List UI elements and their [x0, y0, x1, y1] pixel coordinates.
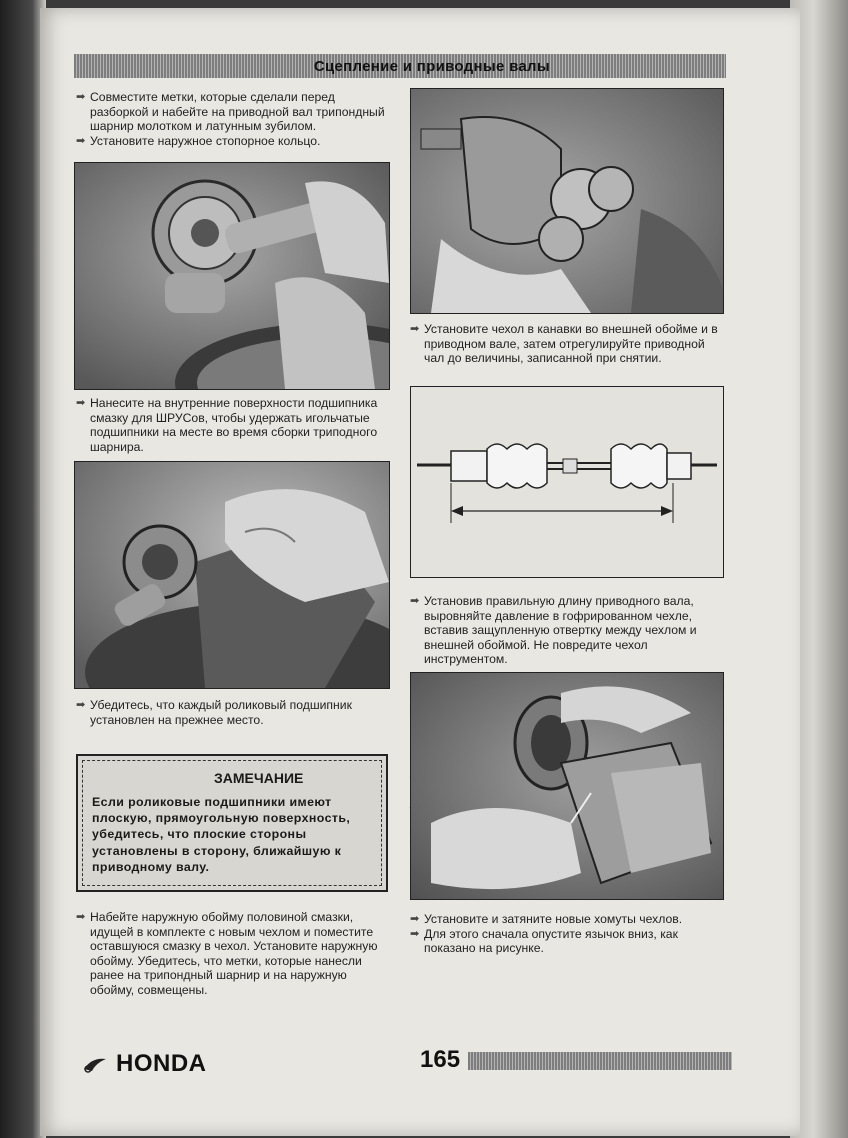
arrow-right-icon: ➡ [76, 91, 86, 103]
honda-wing-icon [82, 1055, 108, 1073]
caption-text: Установите и затяните новые хомуты чехлов. [424, 912, 683, 926]
brand-name: HONDA [116, 1050, 207, 1077]
step-text: Набейте наружную обойму половиной смазки, идущей в комплекте с новым чехлом и поместите оставшуюся смазку в чехол. Установите наружную обойму. Убедитесь, что метки, которые нанесли ранее на трипондный шарнир и на наружную обойму, совмещены. [90, 910, 378, 997]
photo-roller-bearing [74, 461, 390, 689]
caption-text: Установив правильную длину приводного вала, выровняйте давление в гофрированном чехле, вставив защупленную отвертку между чехлом и внешней обоймой. Не повредите чехол инструментом. [424, 594, 697, 667]
list-item [76, 396, 388, 454]
list-item [76, 90, 388, 134]
photo-outer-joint [410, 88, 724, 314]
step-text: Установите наружное стопорное кольцо. [90, 133, 321, 148]
left-caption-2 [76, 698, 388, 727]
drive-shaft-diagram [410, 386, 724, 578]
list-item [76, 910, 388, 998]
note-title: ЗАМЕЧАНИЕ [214, 770, 304, 786]
caption-text: Нанесите на внутренние поверхности подшипника смазку для ШРУСов, чтобы удержать игольчатые подшипники на месте во время сборки триподного шарнира. [90, 396, 378, 454]
list-item [76, 698, 388, 727]
arrow-right-icon: ➡ [410, 913, 420, 925]
list-item [410, 322, 722, 366]
list-item [76, 134, 388, 149]
caption-text: Для этого сначала опустите язычок вниз, как показано на рисунке. [424, 926, 678, 956]
right-caption-3 [410, 912, 722, 956]
caption-text: Убедитесь, что каждый роликовый подшипник установлен на прежнее место. [90, 698, 352, 727]
section-title: Сцепление и приводные валы [313, 57, 550, 75]
list-item [410, 927, 722, 956]
arrow-right-icon: ➡ [76, 911, 86, 923]
list-item [410, 912, 722, 927]
list-item [410, 594, 722, 667]
arrow-right-icon: ➡ [76, 134, 86, 147]
step-text: Совместите метки, которые сделали перед разборкой и набейте на приводной вал трипондный шарнир молотком и латунным зубилом. [90, 90, 385, 134]
photo-boot-clamps [410, 672, 724, 900]
caption-text: Установите чехол в канавки во внешней обойме и в приводном вале, затем отрегулируйте приводной чал до величины, записанной при снятии. [424, 322, 718, 366]
left-top-text [76, 90, 388, 148]
note-body: Если роликовые подшипники имеют плоскую, прямоугольную поверхность, убедитесь, что плоские стороны установлены в сторону, ближайшую к приводному валу. [92, 795, 351, 874]
right-caption-1 [410, 322, 722, 366]
note-box [76, 754, 388, 892]
arrow-right-icon: ➡ [410, 927, 420, 940]
arrow-right-icon: ➡ [410, 595, 420, 607]
section-header-bar [74, 54, 726, 78]
arrow-right-icon: ➡ [410, 323, 420, 335]
left-caption-1 [76, 396, 388, 454]
left-bottom-text [76, 910, 388, 998]
arrow-right-icon: ➡ [76, 699, 86, 711]
page-number: 165 [420, 1046, 461, 1073]
right-caption-2 [410, 594, 722, 667]
photo-tripod-bearings [74, 162, 390, 390]
arrow-right-icon: ➡ [76, 397, 86, 409]
footer-brand [82, 1050, 207, 1078]
footer-bar [468, 1052, 732, 1070]
